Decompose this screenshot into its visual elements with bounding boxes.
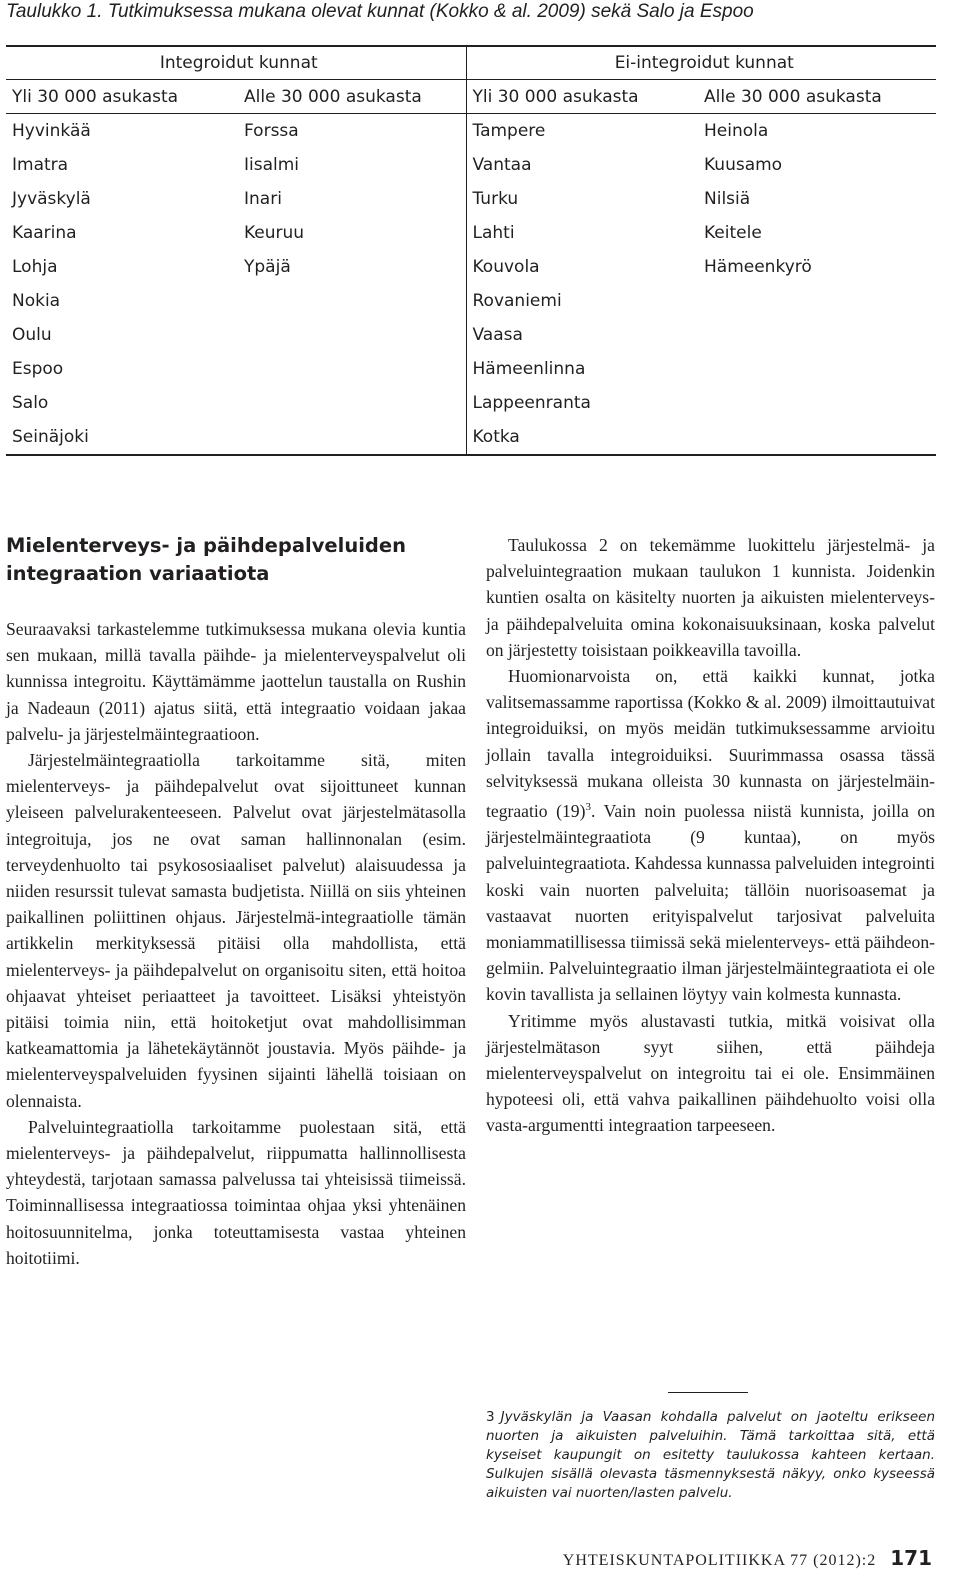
column-header: Alle 30 000 asukasta xyxy=(238,80,466,114)
table-cell: Forssa xyxy=(238,114,466,149)
table-cell xyxy=(238,284,466,318)
footnote-divider xyxy=(668,1392,748,1393)
table-row xyxy=(6,250,936,284)
left-column xyxy=(6,616,466,1271)
table-cell xyxy=(698,420,936,455)
table-cell: Kaarina xyxy=(12,223,77,243)
table-row xyxy=(6,216,936,250)
page-number: 171 xyxy=(890,1546,932,1570)
table-cell: Imatra xyxy=(12,155,69,175)
table-cell xyxy=(238,386,466,420)
table-cell: Turku xyxy=(472,189,519,209)
table-row xyxy=(6,386,936,420)
body-paragraph xyxy=(486,663,935,1008)
table-cell: Kouvola xyxy=(472,257,540,277)
table-cell: Nilsiä xyxy=(704,189,751,209)
table-row xyxy=(6,182,936,216)
table-row xyxy=(6,420,936,455)
table-row xyxy=(6,284,936,318)
table-cell: Jyväskylä xyxy=(12,189,91,209)
table-cell: Hämeenkyrö xyxy=(704,257,812,277)
table-cell: Seinäjoki xyxy=(6,420,238,455)
section-heading: Mielenterveys- ja päihdepalveluiden integraation variaatiota xyxy=(6,534,406,585)
table-cell xyxy=(698,318,936,352)
table-cell: Vaasa xyxy=(472,325,523,345)
footnote xyxy=(486,1408,935,1503)
table-cell: Lahti xyxy=(472,223,515,243)
municipalities-table xyxy=(6,45,936,456)
table-cell: Ypäjä xyxy=(238,250,466,284)
table-cell: Kotka xyxy=(466,420,698,455)
table-cell xyxy=(698,284,936,318)
paragraph-text: Huomionarvoista on, että kaikki kunnat, jotka valitsemassamme raportissa (Kokko & al. 2009) ilmoittautuivat integroiduiksi, on myös meidän tutkimuksessamme arvioitu jollain tavalla integroiduiksi. Suurimmassa osassa tässä selvityksessä mukana olleista 30 kunnasta on järjestelmäintegraatio (19) xyxy=(486,666,935,821)
body-paragraph: Seuraavaksi tarkastelemme tutkimuksessa mukana olevia kuntia sen mukaan, millä tavalla päihde- ja mielenterveyspalvelut oli kunnissa integroitu. Käyttämämme jaottelun taustalla on Rushin ja Nadeaun (2011) ajatus siitä, että integraatio voidaan jakaa palvelu- ja järjestelmäintegraatioon. xyxy=(6,619,466,744)
footnote-marker: 3 xyxy=(585,801,591,814)
footnote-number: 3 xyxy=(486,1409,495,1425)
group-header-non-integrated: Ei-integroidut kunnat xyxy=(466,46,936,80)
body-paragraph: Taulukossa 2 on tekemämme luokittelu järjestelmä- ja palveluintegraation mukaan taulukon 1 kunnista. Joidenkin kuntien osalta on käsitelty nuorten ja aikuisten mielenterveys- ja päihdepalveluita omina kokonaisuuksinaan, koska palvelut on järjestetty toisistaan poikkeavilla tavoilla. xyxy=(486,535,935,660)
table-cell xyxy=(238,318,466,352)
table-cell: Lappeenranta xyxy=(472,393,591,413)
table-row xyxy=(6,148,936,182)
table-cell: Nokia xyxy=(12,291,61,311)
group-header-integrated: Integroidut kunnat xyxy=(6,46,466,80)
table-cell: Tampere xyxy=(472,121,546,141)
footnote-text: Jyväskylän ja Vaasan kohdalla palvelut on jaoteltu erikseen nuorten ja aikuisten palveluihin. Tämä tarkoittaa sitä, että kyseiset kaupungit on esitetty taulukossa kahteen kertaan. Sulkujen sisällä olevasta täsmennyksestä näkyy, onko kyseessä aikuisten vai nuorten/lasten palvelu. xyxy=(486,1409,935,1501)
table-cell: Oulu xyxy=(12,325,52,345)
table-caption: Taulukko 1. Tutkimuksessa mukana olevat kunnat (Kokko & al. 2009) sekä Salo ja Espoo xyxy=(6,1,754,22)
page-footer xyxy=(563,1546,932,1570)
table-group-header-row xyxy=(6,46,936,80)
column-header: Yli 30 000 asukasta xyxy=(6,80,238,114)
table-cell: Rovaniemi xyxy=(472,291,562,311)
table-cell xyxy=(698,386,936,420)
table-cell: Vantaa xyxy=(472,155,532,175)
table-row xyxy=(6,318,936,352)
table-row xyxy=(6,114,936,149)
table-row xyxy=(6,352,936,386)
table-cell: Hämeenlinna xyxy=(472,359,586,379)
table-cell: Espoo xyxy=(12,359,64,379)
table-cell: Lohja xyxy=(12,257,58,277)
table-cell xyxy=(698,352,936,386)
body-paragraph: Järjestelmäintegraatiolla tarkoitamme sitä, miten mielenterveys- ja päihdepalvelut ovat sijoittuneet kunnan yleiseen palvelurakenteeseen. Palvelut ovat järjestelmätasolla integroituja, jos ne ovat saman hallinnonalan (esim. terveydenhuolto tai psykososiaaliset palvelut) alaisuudessa ja niiden resurssit tulevat samasta budjetista. Niillä on siis yhteinen paikallinen poliittinen ohjaus. Järjestelmä-integraatiolle tämän artikkelin merkityksessä pitäisi olla mahdollista, että mielenterveys- ja päihdepalvelut on organisoitu siten, että hoitoa ohjaavat yhteiset periaatteet ja tavoitteet. Lisäksi yhteistyön pitäisi toimia niin, että hoitoketjut ovat mahdollisimman katkeamattomia ja lähetekäytännöt joustavia. Myös päihde- ja mielenterveyspalveluiden fyysinen sijainti lähellä toisiaan on olennaista. xyxy=(6,750,466,1111)
table-cell: Keitele xyxy=(704,223,762,243)
table-cell: Inari xyxy=(238,182,466,216)
right-column xyxy=(486,532,935,1139)
column-header: Yli 30 000 asukasta xyxy=(466,80,698,114)
table-cell: Salo xyxy=(12,393,49,413)
table-cell xyxy=(238,420,466,455)
table-cell: Heinola xyxy=(704,121,769,141)
table-column-header-row xyxy=(6,80,936,114)
column-header: Alle 30 000 asukasta xyxy=(698,80,936,114)
paragraph-text: . Vain noin puolessa niistä kunnista, joilla on järjestelmäintegraatiota (9 kuntaa), on myös palveluintegraatiota. Kahdessa kunnassa palveluiden integrointi koski vain nuorten palveluita; tällöin nuorisoasemat ja vastaavat nuorten erityispalvelut tarjosivat palveluita moniammatillisessa tiimissä sekä mielenterveys- että päihdeongelmiin. Palveluintegraatio ilman järjestelmäintegraatiota ei ole kovin tavallista ja sellainen löytyy vain kolmesta kunnasta. xyxy=(486,800,936,1005)
table-cell: Keuruu xyxy=(238,216,466,250)
table-cell: Kuusamo xyxy=(704,155,783,175)
body-paragraph: Palveluintegraatiolla tarkoitamme puolestaan sitä, että mielenterveys- ja päihdepalvelut, riippumatta hallinnollisesta yhteydestä, tarjotaan samassa palvelussa tai yhteisissä tiimeissä. Toiminnallisessa integraatiossa toimintaa ohjaa yksi yhtenäinen hoitosuunnitelma, jonka toteuttamisesta vastaa yhteinen hoitotiimi. xyxy=(6,1116,466,1268)
journal-name: YHTEISKUNTAPOLITIIKKA 77 (2012):2 xyxy=(562,1552,877,1569)
table-cell xyxy=(238,352,466,386)
body-paragraph: Yritimme myös alustavasti tutkia, mitkä voisivat olla järjestelmätason syyt siihen, että päihdeja mielenterveyspalvelut on integroitu tai ei ole. Ensimmäinen hypoteesi oli, että vahva paikallinen päihdehuolto voisi olla vasta-argumentti integraation tarpeeseen. xyxy=(486,1010,935,1136)
table-cell: Iisalmi xyxy=(238,148,466,182)
table-cell: Hyvinkää xyxy=(12,121,91,141)
